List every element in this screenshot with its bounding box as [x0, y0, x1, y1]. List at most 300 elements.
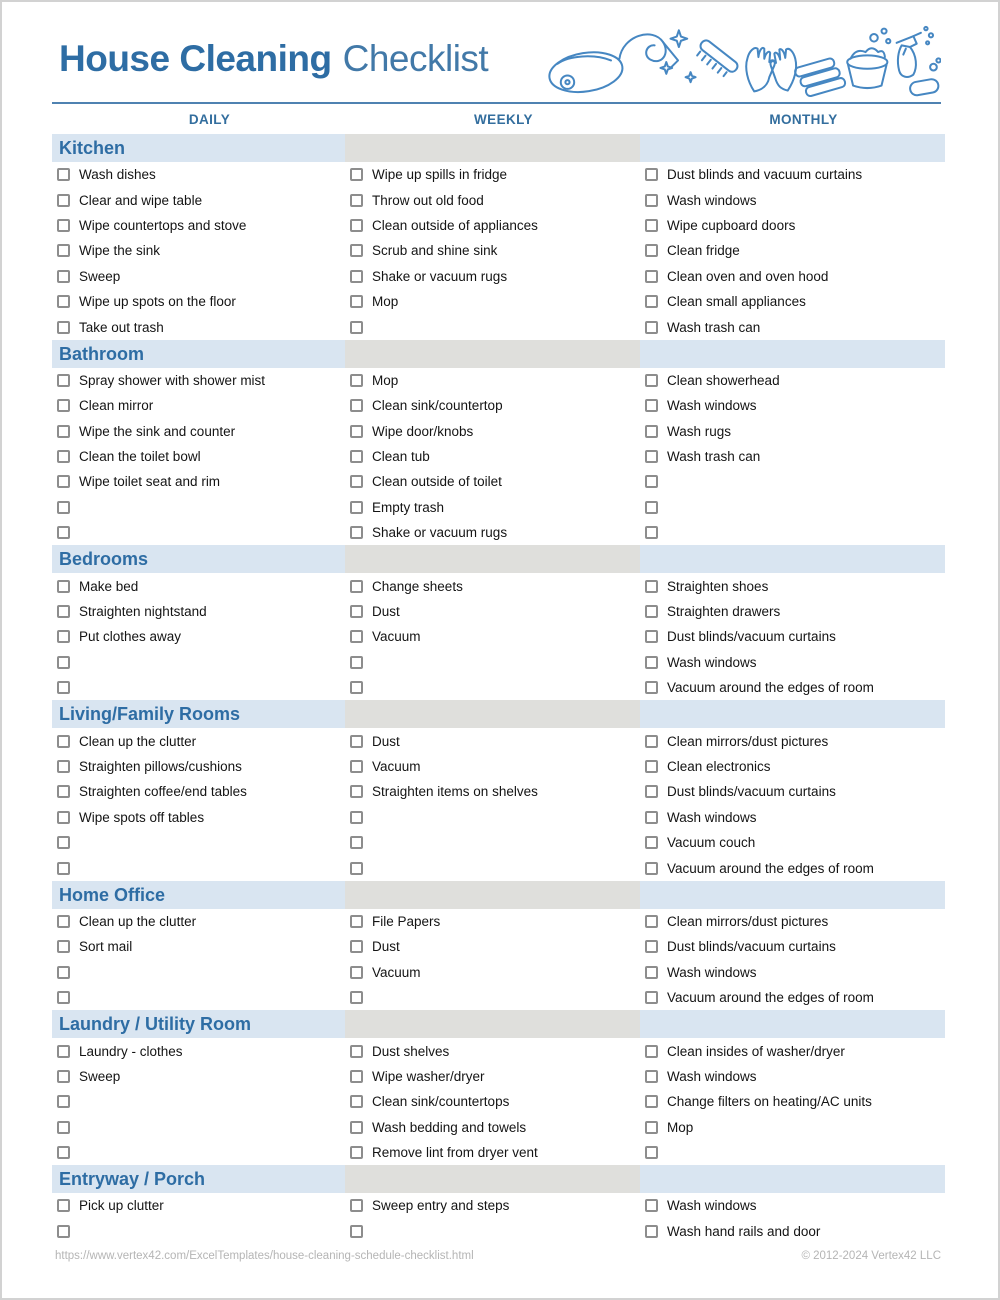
checklist-row: [52, 1064, 345, 1089]
section-title: Home Office: [59, 884, 166, 905]
section-title: Living/Family Rooms: [59, 704, 241, 725]
checklist-row: [345, 238, 640, 263]
checkbox[interactable]: [645, 194, 658, 207]
checkbox[interactable]: [350, 760, 363, 773]
checklist-item-label: Vacuum: [372, 629, 421, 645]
checklist-row: [640, 520, 945, 545]
checklist-row: [640, 187, 945, 212]
section-title: Bathroom: [59, 343, 144, 364]
checklist-row: [640, 368, 945, 393]
checklist-row: [52, 805, 345, 830]
checklist-item-label: Wash hand rails and door: [667, 1223, 821, 1239]
checklist-row: [345, 368, 640, 393]
checkbox[interactable]: [645, 862, 658, 875]
checklist-row: [640, 444, 945, 469]
checkbox[interactable]: [645, 270, 658, 283]
section-header: [52, 1010, 345, 1038]
checkbox[interactable]: [57, 915, 70, 928]
column-header-weekly: WEEKLY: [474, 111, 533, 127]
checkbox[interactable]: [645, 966, 658, 979]
checklist-row: [640, 1140, 945, 1165]
checkbox[interactable]: [57, 785, 70, 798]
checkbox[interactable]: [350, 194, 363, 207]
checklist-row: [52, 520, 345, 545]
checkbox[interactable]: [57, 1225, 70, 1238]
checkbox[interactable]: [645, 1146, 658, 1159]
checkbox[interactable]: [57, 475, 70, 488]
checkbox[interactable]: [645, 1095, 658, 1108]
checklist-item-label: Dust shelves: [372, 1043, 450, 1059]
checkbox[interactable]: [645, 735, 658, 748]
checklist-item-label: Mop: [372, 372, 399, 388]
checkbox[interactable]: [350, 1121, 363, 1134]
checkbox[interactable]: [350, 475, 363, 488]
checkbox[interactable]: [645, 321, 658, 334]
checklist-row: [640, 162, 945, 187]
checklist-item-label: Vacuum: [372, 759, 421, 774]
checkbox[interactable]: [645, 526, 658, 539]
checkbox[interactable]: [350, 1070, 363, 1083]
checklist-item-label: Wipe the sink and counter: [79, 423, 236, 439]
checkbox[interactable]: [350, 630, 363, 643]
checklist-row: [345, 805, 640, 830]
checklist-row: [640, 1089, 945, 1114]
section-header: [52, 700, 345, 728]
section-entryway-porch: [52, 1165, 945, 1244]
checklist-row: [640, 393, 945, 418]
checkbox[interactable]: [645, 811, 658, 824]
checkbox[interactable]: [350, 1146, 363, 1159]
checklist-item-label: Sweep entry and steps: [372, 1198, 510, 1214]
checklist-row: [52, 779, 345, 804]
section-title: Entryway / Porch: [59, 1169, 206, 1190]
section-home-office: [52, 881, 945, 1011]
checklist-row: [640, 238, 945, 263]
checklist-row: [345, 960, 640, 985]
checkbox[interactable]: [350, 526, 363, 539]
checkbox[interactable]: [350, 991, 363, 1004]
checkbox[interactable]: [350, 501, 363, 514]
checkbox[interactable]: [350, 656, 363, 669]
checklist-item-label: Empty trash: [372, 499, 445, 515]
checkbox[interactable]: [645, 1121, 658, 1134]
checklist-item-label: Shake or vacuum rugs: [372, 525, 508, 541]
checklist-item-label: Dust blinds/vacuum curtains: [667, 629, 836, 645]
section-header-band: [640, 340, 945, 368]
checklist-row: [640, 469, 945, 494]
checkbox[interactable]: [350, 735, 363, 748]
checkbox[interactable]: [645, 656, 658, 669]
checkbox[interactable]: [57, 681, 70, 694]
checklist-row: [345, 1064, 640, 1089]
checkbox[interactable]: [57, 940, 70, 953]
checkbox[interactable]: [350, 168, 363, 181]
checklist-item-label: Spray shower with shower mist: [79, 372, 266, 388]
checklist-row: [345, 599, 640, 624]
checkbox[interactable]: [57, 811, 70, 824]
checklist-row: [640, 909, 945, 934]
checklist-row: [52, 419, 345, 444]
checkbox[interactable]: [350, 1199, 363, 1212]
checklist-row: [345, 314, 640, 339]
checklist-item-label: Vacuum couch: [667, 835, 756, 851]
checkbox[interactable]: [645, 475, 658, 488]
checkbox[interactable]: [350, 915, 363, 928]
checkbox[interactable]: [645, 991, 658, 1004]
checklist-row: [640, 495, 945, 520]
checkbox[interactable]: [57, 1045, 70, 1058]
checklist-row: [52, 469, 345, 494]
checklist-item-label: Wipe the sink: [79, 243, 161, 259]
checklist-row: [640, 830, 945, 855]
checklist-row: [345, 830, 640, 855]
section-header: [52, 1165, 345, 1193]
checklist-row: [345, 1115, 640, 1140]
checklist-item-label: Wash dishes: [79, 167, 156, 183]
checklist-item-label: Straighten coffee/end tables: [79, 784, 247, 800]
checkbox[interactable]: [57, 194, 70, 207]
checkbox[interactable]: [57, 991, 70, 1004]
checklist-item-label: Straighten drawers: [667, 604, 781, 620]
checkbox[interactable]: [57, 580, 70, 593]
checkbox[interactable]: [350, 425, 363, 438]
checklist-row: [52, 238, 345, 263]
checkbox[interactable]: [57, 374, 70, 387]
checkbox[interactable]: [57, 219, 70, 232]
checkbox[interactable]: [645, 374, 658, 387]
checklist-row: [52, 495, 345, 520]
checkbox[interactable]: [645, 605, 658, 618]
checkbox[interactable]: [350, 811, 363, 824]
checkbox[interactable]: [645, 580, 658, 593]
checklist-row: [52, 213, 345, 238]
checklist-row: [345, 573, 640, 598]
checklist-row: [640, 675, 945, 700]
vacuum-cleaner-icon: [546, 34, 678, 97]
checkbox[interactable]: [57, 656, 70, 669]
checkbox[interactable]: [645, 940, 658, 953]
section-header-band: [640, 545, 945, 573]
checklist-row: [52, 650, 345, 675]
checklist-item-label: Clean sink/countertop: [372, 398, 503, 414]
checklist-item-label: Sort mail: [79, 939, 133, 955]
checkbox[interactable]: [350, 836, 363, 849]
checklist-row: [345, 728, 640, 753]
checkbox[interactable]: [57, 735, 70, 748]
checklist-row: [640, 1115, 945, 1140]
checkbox[interactable]: [57, 1121, 70, 1134]
section-header-band: [345, 1165, 640, 1193]
checklist-row: [52, 855, 345, 880]
checklist-row: [345, 289, 640, 314]
column-header-monthly: MONTHLY: [769, 111, 838, 127]
checklist-row: [345, 855, 640, 880]
checklist-row: [345, 909, 640, 934]
page-title-bold: House Cleaning: [59, 38, 332, 79]
checkbox[interactable]: [645, 399, 658, 412]
checkbox[interactable]: [350, 681, 363, 694]
checkbox[interactable]: [57, 501, 70, 514]
column-header-daily: DAILY: [188, 111, 231, 127]
checkbox[interactable]: [350, 295, 363, 308]
checklist-item-label: Clean mirror: [79, 398, 154, 414]
checklist-item-label: Clean outside of appliances: [372, 217, 538, 233]
checklist-row: [52, 289, 345, 314]
checkbox[interactable]: [645, 450, 658, 463]
wash-bucket-icon: [847, 29, 890, 88]
checklist-item-label: Wipe countertops and stove: [79, 217, 247, 233]
checklist-item-label: Clean the toilet bowl: [79, 449, 201, 465]
checkbox[interactable]: [350, 1045, 363, 1058]
checkbox[interactable]: [57, 760, 70, 773]
checklist-item-label: Throw out old food: [372, 192, 484, 208]
checkbox[interactable]: [350, 966, 363, 979]
checkbox[interactable]: [350, 270, 363, 283]
checklist-item-label: Straighten pillows/cushions: [79, 759, 242, 774]
section-kitchen: [52, 134, 945, 340]
checklist-row: [640, 314, 945, 339]
checklist-row: [640, 650, 945, 675]
checklist-row: [640, 1193, 945, 1218]
checklist-item-label: Scrub and shine sink: [372, 243, 498, 259]
checklist-row: [345, 754, 640, 779]
checklist-row: [640, 573, 945, 598]
checklist-row: [52, 960, 345, 985]
page-title: [59, 38, 488, 80]
checklist-row: [345, 264, 640, 289]
checklist-row: [52, 393, 345, 418]
checklist-item-label: Clean oven and oven hood: [667, 268, 829, 284]
rubber-gloves-icon: [746, 48, 796, 92]
checkbox[interactable]: [57, 244, 70, 257]
checklist-row: [52, 830, 345, 855]
scrub-brush-icon: [693, 38, 739, 80]
checklist-row: [345, 393, 640, 418]
checklist-row: [52, 368, 345, 393]
page-footer: [52, 1250, 941, 1262]
checklist-item-label: Pick up clutter: [79, 1198, 164, 1214]
page-header: [52, 2, 941, 104]
checkbox[interactable]: [645, 1070, 658, 1083]
footer-copyright: © 2012-2024 Vertex42 LLC: [801, 1250, 941, 1263]
checkbox[interactable]: [57, 966, 70, 979]
soap-bar-icon: [909, 58, 941, 96]
checklist-row: [52, 675, 345, 700]
checklist-row: [52, 573, 345, 598]
checklist-row: [345, 934, 640, 959]
checklist-row: [52, 187, 345, 212]
checklist-row: [345, 444, 640, 469]
checklist-item-label: Mop: [667, 1119, 694, 1135]
checkbox[interactable]: [350, 244, 363, 257]
checkbox[interactable]: [645, 630, 658, 643]
checklist-row: [52, 1115, 345, 1140]
checklist-item-label: Dust: [372, 733, 400, 749]
checklist-item-label: Clean up the clutter: [79, 913, 197, 929]
section-header-band: [345, 700, 640, 728]
checkbox[interactable]: [350, 785, 363, 798]
checklist-item-label: Vacuum: [372, 964, 421, 980]
checklist-row: [52, 624, 345, 649]
checklist-row: [345, 1038, 640, 1063]
checklist-item-label: Clean mirrors/dust pictures: [667, 733, 829, 749]
section-laundry-utility-room: [52, 1010, 945, 1165]
checkbox[interactable]: [350, 321, 363, 334]
checkbox[interactable]: [350, 1225, 363, 1238]
checkbox[interactable]: [57, 1199, 70, 1212]
checklist-row: [52, 909, 345, 934]
checkbox[interactable]: [57, 1095, 70, 1108]
section-bedrooms: [52, 545, 945, 700]
checklist-item-label: Dust blinds and vacuum curtains: [667, 167, 863, 183]
checkbox[interactable]: [645, 295, 658, 308]
checklist-item-label: Wash bedding and towels: [372, 1119, 527, 1135]
checklist-item-label: Dust: [372, 604, 400, 620]
section-header: [52, 545, 345, 573]
checklist-item-label: Remove lint from dryer vent: [372, 1145, 538, 1161]
checklist-item-label: Vacuum around the edges of room: [667, 860, 874, 876]
checkbox[interactable]: [645, 1045, 658, 1058]
checklist-item-label: Wash rugs: [667, 423, 732, 439]
checklist-item-label: Wash windows: [667, 1068, 757, 1084]
checklist-item-label: Dust: [372, 939, 400, 955]
checkbox[interactable]: [350, 580, 363, 593]
checkbox[interactable]: [350, 219, 363, 232]
checklist-row: [345, 213, 640, 238]
checkbox[interactable]: [57, 1070, 70, 1083]
checkbox[interactable]: [645, 681, 658, 694]
checkbox[interactable]: [645, 219, 658, 232]
checklist-row: [640, 289, 945, 314]
checklist-item-label: Clean sink/countertops: [372, 1094, 510, 1110]
checkbox[interactable]: [350, 450, 363, 463]
checkbox[interactable]: [57, 168, 70, 181]
checklist-row: [52, 1193, 345, 1218]
cleaning-decoration: [539, 18, 941, 102]
checkbox[interactable]: [57, 862, 70, 875]
checklist-item-label: Make bed: [79, 578, 139, 594]
checklist-row: [640, 264, 945, 289]
checklist-item-label: Dust blinds/vacuum curtains: [667, 939, 836, 955]
checkbox[interactable]: [57, 270, 70, 283]
checkbox[interactable]: [350, 374, 363, 387]
column-headers: [52, 104, 998, 134]
checkbox[interactable]: [645, 501, 658, 514]
checkbox[interactable]: [645, 915, 658, 928]
checklist-row: [52, 985, 345, 1010]
checkbox[interactable]: [645, 244, 658, 257]
section-header-band: [345, 545, 640, 573]
checkbox[interactable]: [645, 168, 658, 181]
checklist-row: [52, 1219, 345, 1244]
checklist-item-label: Wipe spots off tables: [79, 809, 205, 825]
checklist-row: [345, 187, 640, 212]
checkbox[interactable]: [645, 1225, 658, 1238]
section-title: Laundry / Utility Room: [59, 1014, 252, 1035]
checklist-item-label: Wipe toilet seat and rim: [79, 474, 221, 490]
checkbox[interactable]: [57, 450, 70, 463]
checkbox[interactable]: [350, 399, 363, 412]
checklist-item-label: Dust blinds/vacuum curtains: [667, 784, 836, 800]
checkbox[interactable]: [57, 836, 70, 849]
checklist-item-label: Clean showerhead: [667, 372, 780, 388]
checkbox[interactable]: [57, 526, 70, 539]
checklist-row: [640, 960, 945, 985]
checklist-item-label: Clean small appliances: [667, 294, 806, 310]
checklist-item-label: Mop: [372, 294, 399, 310]
spray-bottle-icon: [897, 27, 933, 77]
checkbox[interactable]: [57, 425, 70, 438]
checklist-row: [345, 469, 640, 494]
checkbox[interactable]: [645, 785, 658, 798]
checkbox[interactable]: [57, 321, 70, 334]
checklist-row: [345, 650, 640, 675]
checklist-item-label: Put clothes away: [79, 629, 182, 645]
checklist-row: [640, 1219, 945, 1244]
checklist-item-label: Change filters on heating/AC units: [667, 1094, 872, 1110]
checkbox[interactable]: [57, 399, 70, 412]
checklist-item-label: Sweep: [79, 1068, 121, 1084]
checklist-item-label: Wash trash can: [667, 449, 761, 465]
checkbox[interactable]: [350, 605, 363, 618]
section-title: Bedrooms: [59, 549, 149, 570]
section-header-band: [640, 1010, 945, 1038]
checkbox[interactable]: [645, 1199, 658, 1212]
section-header: [52, 134, 345, 162]
section-bathroom: [52, 340, 945, 546]
checklist-item-label: Wipe up spills in fridge: [372, 167, 508, 183]
checklist-row: [640, 1038, 945, 1063]
section-header-band: [640, 134, 945, 162]
checklist-item-label: Straighten items on shelves: [372, 784, 538, 800]
checklist-item-label: Laundry - clothes: [79, 1043, 183, 1059]
checklist-item-label: Clean electronics: [667, 759, 771, 774]
section-header-band: [345, 881, 640, 909]
section-header: [52, 340, 345, 368]
checkbox[interactable]: [350, 862, 363, 875]
checkbox[interactable]: [645, 836, 658, 849]
checklist-row: [640, 419, 945, 444]
checklist-row: [345, 419, 640, 444]
checklist-row: [640, 855, 945, 880]
checkbox[interactable]: [57, 1146, 70, 1159]
checklist-item-label: Vacuum around the edges of room: [667, 680, 874, 696]
checkbox[interactable]: [57, 630, 70, 643]
checkbox[interactable]: [57, 605, 70, 618]
checklist-row: [345, 1140, 640, 1165]
checklist-row: [52, 934, 345, 959]
checkbox[interactable]: [350, 1095, 363, 1108]
section-header-band: [640, 881, 945, 909]
checkbox[interactable]: [350, 940, 363, 953]
checklist-item-label: Clean fridge: [667, 243, 740, 259]
checklist-row: [640, 985, 945, 1010]
section-header-band: [345, 340, 640, 368]
checklist-item-label: Clean outside of toilet: [372, 474, 502, 490]
checkbox[interactable]: [57, 295, 70, 308]
sparkle-icon: [660, 30, 695, 82]
section-header-band: [345, 1010, 640, 1038]
checkbox[interactable]: [645, 425, 658, 438]
checklist-item-label: Clean insides of washer/dryer: [667, 1043, 845, 1059]
checklist-row: [52, 599, 345, 624]
checklist-row: [640, 805, 945, 830]
checklist-row: [52, 1140, 345, 1165]
checklist-row: [640, 754, 945, 779]
checklist-item-label: Wash windows: [667, 1198, 757, 1214]
footer-url[interactable]: https://www.vertex42.com/ExcelTemplates/house-cleaning-schedule-checklist.html: [55, 1250, 474, 1263]
checkbox[interactable]: [645, 760, 658, 773]
